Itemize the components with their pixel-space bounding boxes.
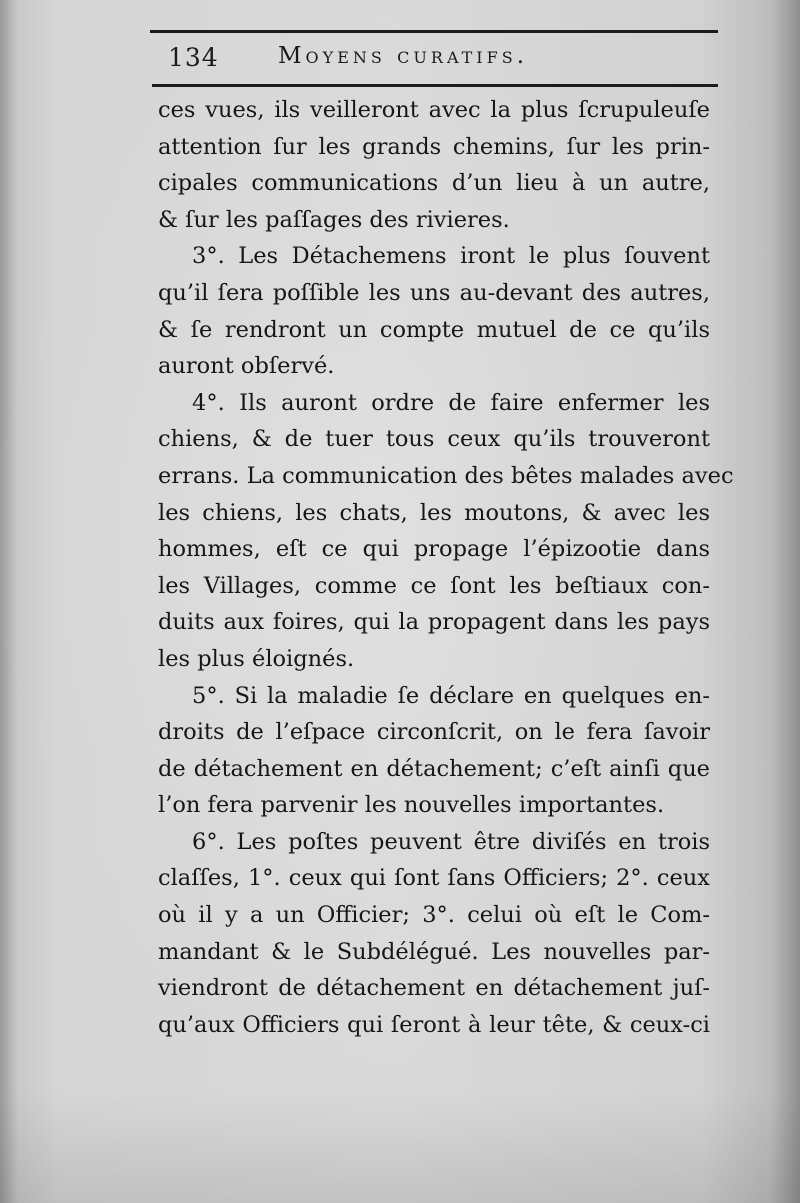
text-line: viendront de détachement en détachement juſ-: [158, 975, 710, 1002]
text-line: les plus éloignés.: [158, 645, 355, 672]
text-line: où il y a un Officier; 3°. celui où eſt le Com-: [158, 902, 710, 929]
text-line: droits de l’eſpace circonſcrit, on le fera ſavoir: [158, 719, 710, 746]
header-bottom-rule: [152, 84, 718, 87]
page-number: 134: [168, 43, 219, 72]
text-line: duits aux foires, qui la propagent dans les pays: [158, 609, 710, 636]
text-line: errans. La communication des bêtes malades avec: [158, 462, 734, 489]
text-line: 6°. Les poſtes peuvent être diviſés en trois: [192, 828, 710, 855]
text-line: & ſur les paſſages des rivieres.: [158, 206, 510, 233]
text-line: qu’il ſera poſſible les uns au-devant des autres,: [158, 279, 710, 306]
header-top-rule: [150, 30, 718, 33]
text-line: claſſes, 1°. ceux qui ſont ſans Officiers; 2°. ceux: [158, 865, 710, 892]
text-line: auront obſervé.: [158, 353, 335, 380]
page-header: [150, 30, 718, 88]
text-line: qu’aux Officiers qui ſeront à leur tête, & ceux-ci: [158, 1011, 710, 1038]
running-title: Moyens curatifs.: [278, 43, 529, 69]
text-line: 4°. Ils auront ordre de faire enfermer les: [192, 389, 710, 416]
body-text: [158, 92, 734, 1043]
text-line: attention ſur les grands chemins, ſur les prin-: [158, 133, 710, 160]
text-line: les Villages, comme ce ſont les beſtiaux con-: [158, 572, 710, 599]
text-line: chiens, & de tuer tous ceux qu’ils trouveront: [158, 426, 710, 453]
text-line: les chiens, les chats, les moutons, & avec les: [158, 499, 710, 526]
text-line: 3°. Les Détachemens iront le plus ſouvent: [192, 243, 710, 270]
text-line: de détachement en détachement; c’eſt ainſi que: [158, 755, 710, 782]
text-line: 5°. Si la maladie ſe déclare en quelques en-: [192, 682, 710, 709]
text-line: hommes, eſt ce qui propage l’épizootie dans: [158, 536, 710, 563]
text-line: l’on fera parvenir les nouvelles importantes.: [158, 792, 665, 819]
text-line: ces vues, ils veilleront avec la plus ſcrupuleuſe: [158, 97, 710, 123]
text-line: & ſe rendront un compte mutuel de ce qu’ils: [158, 316, 710, 343]
text-line: cipales communications d’un lieu à un autre,: [158, 170, 710, 197]
text-line: mandant & le Subdélégué. Les nouvelles par-: [158, 938, 710, 965]
